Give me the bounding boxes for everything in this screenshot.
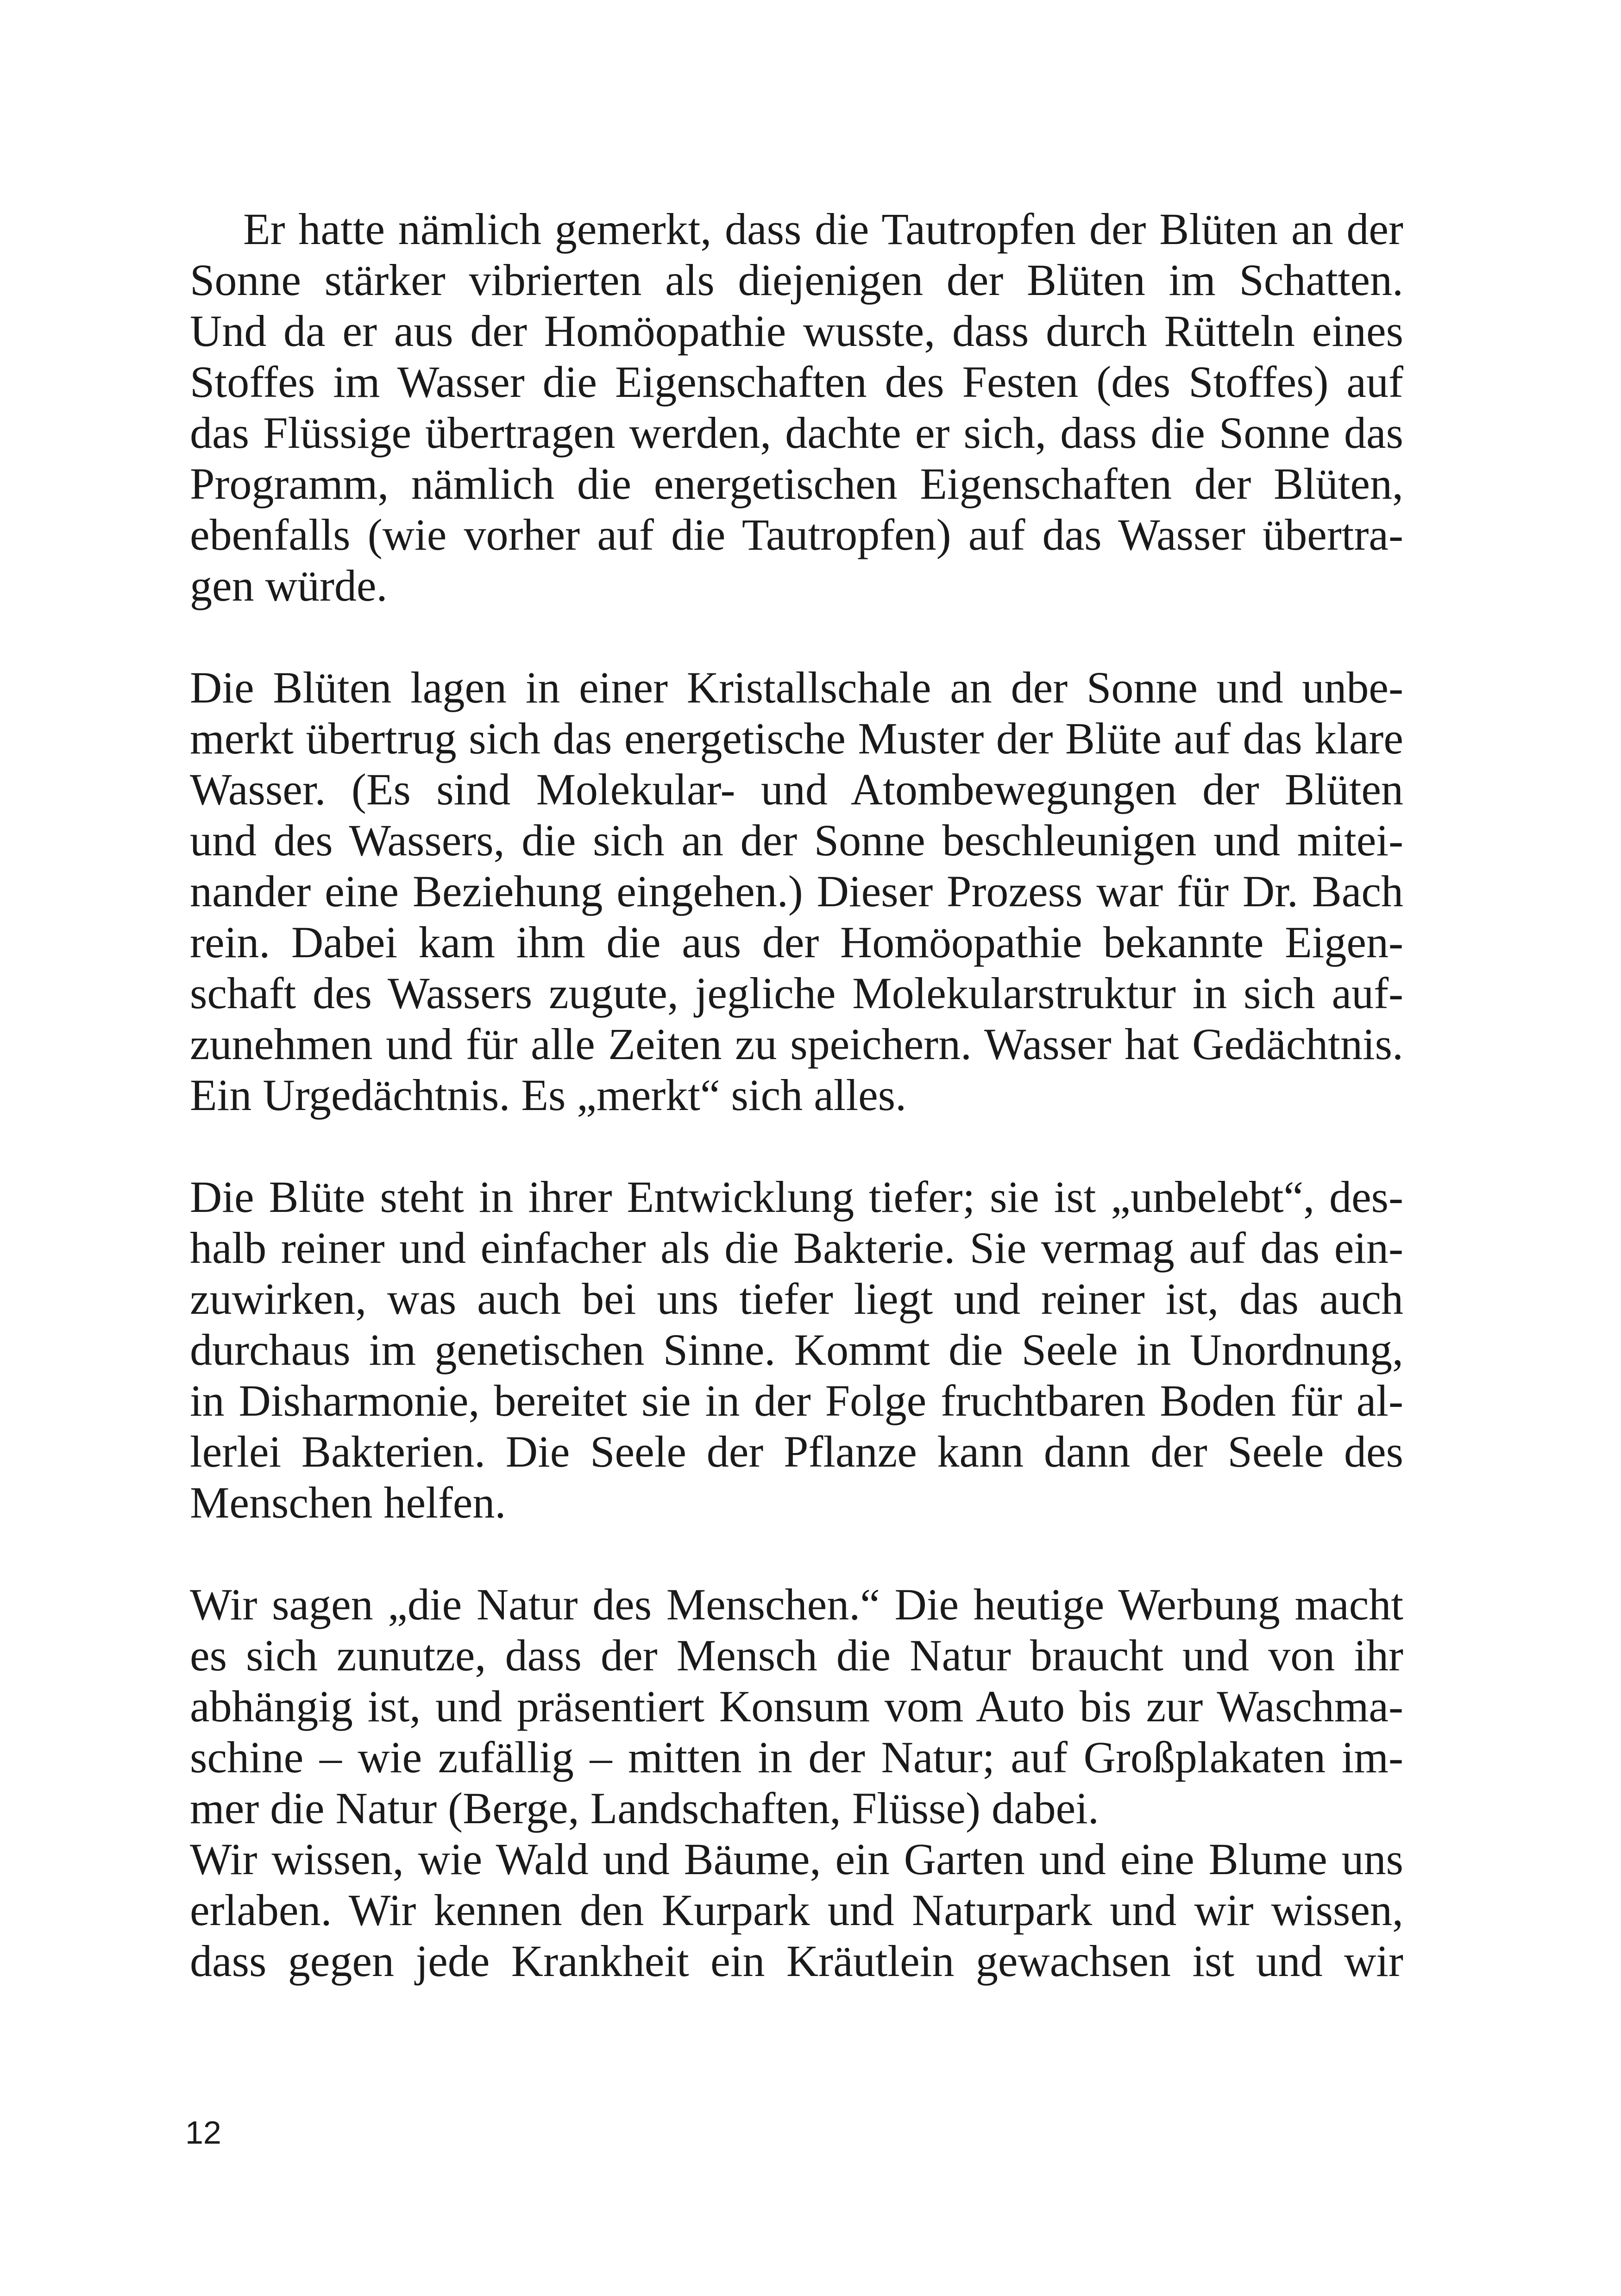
text-line: rein. Dabei kam ihm die aus der Homöopathie bekannte Eigen- <box>190 917 1403 967</box>
page-body <box>190 204 1403 1987</box>
text-line: schaft des Wassers zugute, jegliche Molekularstruktur in sich auf- <box>190 968 1403 1018</box>
paragraph-4 <box>190 1579 1403 1834</box>
paragraph-gap <box>190 1121 1403 1172</box>
text-line: Wir wissen, wie Wald und Bäume, ein Garten und eine Blume uns <box>190 1834 1403 1884</box>
text-line: ebenfalls (wie vorher auf die Tautropfen) auf das Wasser übertra- <box>190 510 1403 559</box>
text-line: in Disharmonie, bereitet sie in der Folge fruchtbaren Boden für al- <box>190 1376 1403 1425</box>
text-line: dass gegen jede Krankheit ein Kräutlein gewachsen ist und wir <box>190 1936 1403 1986</box>
text-line: Menschen helfen. <box>190 1478 506 1527</box>
paragraph-gap <box>190 611 1403 662</box>
text-line: halb reiner und einfacher als die Bakterie. Sie vermag auf das ein- <box>190 1223 1403 1273</box>
text-line: Wasser. (Es sind Molekular- und Atombewegungen der Blüten <box>190 765 1403 814</box>
text-line: Stoffes im Wasser die Eigenschaften des Festen (des Stoffes) auf <box>190 357 1403 407</box>
text-line: zuwirken, was auch bei uns tiefer liegt und reiner ist, das auch <box>190 1274 1403 1324</box>
text-line: und des Wassers, die sich an der Sonne beschleunigen und mitei- <box>190 816 1403 865</box>
text-line: schine – wie zufällig – mitten in der Natur; auf Großplakaten im- <box>190 1732 1403 1782</box>
paragraph-1 <box>190 204 1403 611</box>
text-line: Programm, nämlich die energetischen Eigenschaften der Blüten, <box>190 459 1403 508</box>
text-line: Die Blüte steht in ihrer Entwicklung tiefer; sie ist „unbelebt“, des- <box>190 1172 1403 1222</box>
text-line: nander eine Beziehung eingehen.) Dieser Prozess war für Dr. Bach <box>190 866 1403 916</box>
text-line: Die Blüten lagen in einer Kristallschale an der Sonne und unbe- <box>190 663 1403 712</box>
paragraph-gap <box>190 1528 1403 1579</box>
text-line: das Flüssige übertragen werden, dachte er sich, dass die Sonne das <box>190 408 1403 458</box>
text-line: Ein Urgedächtnis. Es „merkt“ sich alles. <box>190 1070 907 1120</box>
text-line: es sich zunutze, dass der Mensch die Natur braucht und von ihr <box>190 1631 1403 1680</box>
text-line: erlaben. Wir kennen den Kurpark und Naturpark und wir wissen, <box>190 1885 1403 1935</box>
paragraph-2 <box>190 662 1403 1121</box>
text-line: lerlei Bakterien. Die Seele der Pflanze kann dann der Seele des <box>190 1427 1403 1476</box>
text-line: Und da er aus der Homöopathie wusste, dass durch Rütteln eines <box>190 306 1403 356</box>
text-line: Sonne stärker vibrierten als diejenigen der Blüten im Schatten. <box>190 255 1403 305</box>
paragraph-5 <box>190 1834 1403 1987</box>
text-line: mer die Natur (Berge, Landschaften, Flüsse) dabei. <box>190 1783 1099 1833</box>
text-line: Wir sagen „die Natur des Menschen.“ Die heutige Werbung macht <box>190 1580 1403 1629</box>
text-line: Er hatte nämlich gemerkt, dass die Tautropfen der Blüten an der <box>243 204 1403 254</box>
text-line: durchaus im genetischen Sinne. Kommt die Seele in Unordnung, <box>190 1325 1403 1374</box>
page-number: 12 <box>185 2114 221 2151</box>
text-line: gen würde. <box>190 561 388 610</box>
paragraph-3 <box>190 1172 1403 1528</box>
text-line: merkt übertrug sich das energetische Muster der Blüte auf das klare <box>190 714 1403 763</box>
text-line: zunehmen und für alle Zeiten zu speichern. Wasser hat Gedächtnis. <box>190 1019 1403 1069</box>
text-line: abhängig ist, und präsentiert Konsum vom Auto bis zur Waschma- <box>190 1681 1403 1731</box>
